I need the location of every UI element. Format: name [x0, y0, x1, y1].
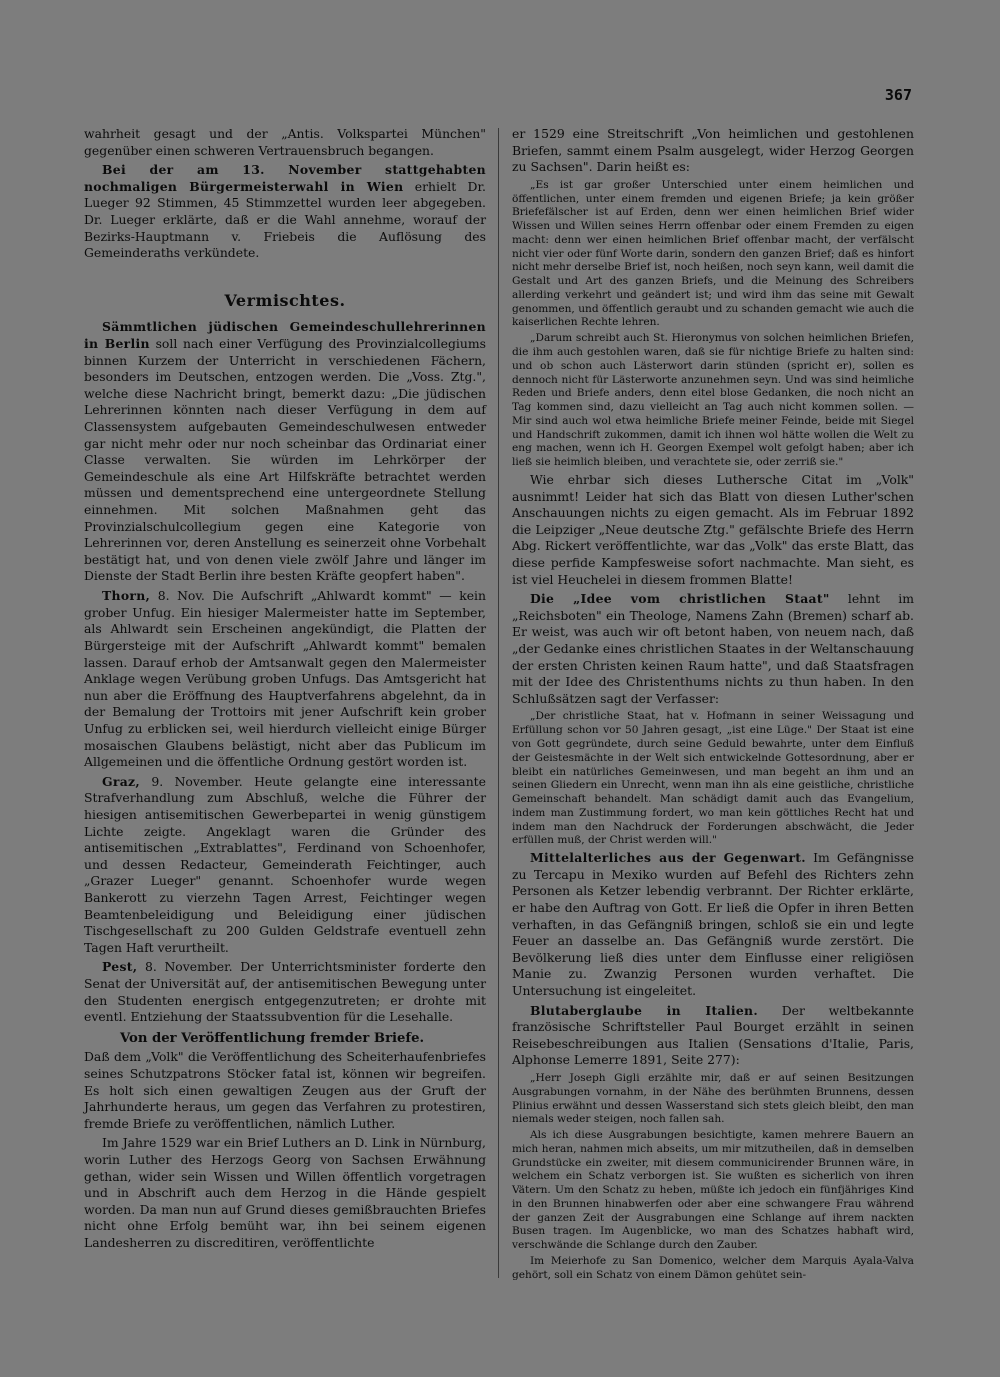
article-briefe-p2: Im Jahre 1529 war ein Brief Luthers an D. Link in Nürnburg, worin Luther des Herzogs Georg von Sachsen Erwähnung gethan, wider sein Wissen und Willen öffentlich vorgetragen und in Abschrift auch dem Herzog in die Hände gespielt worden. Da man nun auf Grund dieses gemißbrauchten Briefes nicht ohne Erfolg bemüht war, ihn bei seinem eigenen Landesherren zu discreditiren, veröffentlichte	[84, 1135, 486, 1251]
left-column	[84, 126, 486, 1255]
idee-quote	[512, 710, 914, 848]
article-berlin	[84, 319, 486, 585]
article-idee-text: lehnt im „Reichsboten" ein Theologe, Namens Zahn (Bremen) scharf ab. Er weist, was auch wir oft betont haben, von neuem nach, daß „der Gedanke eines christlichen Staates in der Weltanschauung der ersten Christen keinen Raum hatte", und daß Staatsfragen mit der Idee des Christenthums nichts zu thun haben. In den Schlußsätzen sagt der Verfasser:	[512, 591, 914, 706]
article-wien-lead: Bei der am 13. November stattgehabten nochmaligen Bürgermeisterwahl in Wien	[84, 162, 486, 194]
luther-quote-p2: „Darum schreibt auch St. Hieronymus von solchen heimlichen Briefen, die ihm auch gestohlen waren, daß sie für nichtige Briefe zu halten sind: und ob schon auch Lästerwort darin stünden (spricht er), sollen es dennoch nicht für Lästerworte anzunehmen seyn. Und was sind heimliche Reden und Briefe anders, denn eitel blose Gedanken, die noch nicht an Tag kommen sind, dazu vielleicht an Tag auch nicht kommen sollen. — Mir sind auch wol etwa heimliche Briefe meiner Feinde, beide mit Siegel und Handschrift zukommen, damit ich ihnen wol hätte wollen die Welt zu eng machen, wenn ich H. Georgen Exempel wolt gefolgt haben; aber ich ließ sie heimlich bleiben, und verachtete sie, oder zerriß sie."	[512, 332, 914, 469]
article-berlin-text: soll nach einer Verfügung des Provinzialcollegiums binnen Kurzem der Unterricht in verschiedenen Fächern, besonders im Deutschen, entzogen werden. Die „Voss. Ztg.", welche diese Nachricht bringt, bemerkt dazu: „Die jüdischen Lehrerinnen könnten nach dieser Verfügung in dem auf Classensystem aufgebauten Gemeindeschulwesen entweder gar nicht mehr oder nur noch scheinbar das Ordinariat einer Classe verwalten. Sie würden im Lehrkörper der Gemeindeschule als eine Art Hilfskräfte betrachtet werden müssen und dementsprechend eine untergeordnete Stellung einnehmen. Mit solchen Maßnahmen geht das Provinzialschulcollegium gegen eine Kategorie von Lehrerinnen vor, deren Anstellung es seinerzeit ohne Vorbehalt bestätigt hat, und von denen viele zwölf Jahre und länger im Dienste der Stadt Berlin ihre besten Kräfte geopfert haben".	[84, 335, 486, 584]
luther-quote-p1: „Es ist gar großer Unterschied unter einem heimlichen und öffentlichen, unter einem fremden und eigenen Briefe; ja kein größer Briefefälscher ist auf Erden, denn wer einen heimlichen Brief wider Wissen und Willen seines Herrn offenbar oder einem Fremden zu eigen macht: denn wer einen heimlichen Brief offenbar macht, der verfälscht nicht vier oder fünf Worte darin, sondern den ganzen Brief; daß es hinfort nicht mehr derselbe Brief ist, noch heißen, noch seyn kann, weil damit die Gestalt und Art des ganzen Briefs, und die Meinung des Schreibers allerding verkehrt und geändert ist; und wird ihm das seine mit Gewalt genommen, und öffentlich geraubt und zu schanden gemacht wie auch die kaiserlichen Rechte lehren.	[512, 178, 914, 329]
article-pest-lead: Pest,	[102, 959, 138, 975]
column-divider	[498, 128, 499, 1278]
article-mittel	[512, 850, 914, 999]
article-briefe-headline: Von der Veröffentlichung fremder Briefe.	[120, 1030, 425, 1046]
article-graz-text: 9. November. Heute gelangte eine interessante Strafverhandlung zum Abschluß, welche die Führer der hiesigen antisemitischen Gewerbepartei in wenig günstigem Lichte zeigte. Angeklagt waren die Gründer des antisemitischen „Extrablattes", Ferdinand von Schoenhofer, und dessen Redacteur, Gemeinderath Feichtinger, auch „Grazer Lueger" genannt. Schoenhofer wurde wegen Bankerott zu vierzehn Tagen Arrest, Feichtinger wegen Beamtenbeleidigung und Beleidigung einer jüdischen Tischgesellschaft zu 200 Gulden Geldstrafe eventuell zehn Tagen Haft verurtheilt.	[84, 773, 486, 955]
article-blut-text: Der weltbekannte französische Schriftsteller Paul Bourget erzählt in seinen Reisebeschreibungen aus Italien (Sensations d'Italie, Paris, Alphonse Lemerre 1891, Seite 277):	[512, 1002, 914, 1068]
article-wien	[84, 162, 486, 262]
section-title: Vermischtes.	[224, 290, 346, 310]
blut-quote-p1: „Herr Joseph Gigli erzählte mir, daß er auf seinen Besitzungen Ausgrabungen vornahm, in der Nähe des berühmten Brunnens, dessen Plinius erwähnt und dessen Wasserstand sich stets gleich bleibt, den man niemals weder steigen, noch fallen sah.	[512, 1072, 914, 1126]
idee-quote-p1: „Der christliche Staat, hat v. Hofmann in seiner Weissagung und Erfüllung schon vor 50 Jahren gesagt, „ist eine Lüge." Der Staat ist eine von Gott gegründete, durch seine Geduld bewahrte, unter dem Einfluß der Geistesmächte in der Welt sich entwickelnde Gottesordnung, aber er bleibt ein natürliches Gemeinwesen, und man begeht an ihm und an seinen Gliedern ein Unrecht, wenn man ihn als eine geistliche, christliche Gemeinschaft behandelt. Man schädigt damit auch das Evangelium, indem man Zustimmung fordert, wo man kein göttliches Recht hat und indem man den Nachdruck der Forderungen abschwächt, die Jeder erfüllen muß, der Christ werden will."	[512, 710, 914, 847]
article-thorn-lead: Thorn,	[102, 588, 151, 604]
article-blut-lead: Blutaberglaube in Italien.	[530, 1002, 758, 1018]
article-thorn-text: 8. Nov. Die Aufschrift „Ahlwardt kommt" — kein grober Unfug. Ein hiesiger Malermeister hatte im September, als Ahlwardt sein Erscheinen angekündigt, die Platten der Bürgersteige mit der Aufschrift „Ahlwardt kommt" bemalen lassen. Darauf erhob der Amtsanwalt gegen den Malermeister Anklage wegen Verübung groben Unfugs. Das Amtsgericht hat nun aber die Eröffnung des Hauptverfahrens abgelehnt, da in der Bemalung der Trottoirs mit jener Aufschrift kein grober Unfug zu erblicken sei, weil hierdurch vielleicht einige Bürger mosaischen Glaubens belästigt, nicht aber das Publicum im Allgemeinen und die öffentliche Ordnung gestört worden ist.	[84, 588, 486, 770]
blut-quote-p2: Als ich diese Ausgrabungen besichtigte, kamen mehrere Bauern an mich heran, nahmen mich abseits, um mir mitzutheilen, daß in demselben Grundstücke ein zweiter, mit diesem communicirender Brunnen wäre, in welchem ein Schatz verborgen ist. Sie wußten es sicherlich von ihren Vätern. Um den Schatz zu heben, müßte ich jedoch ein fünfjähriges Kind in den Brunnen hinabwerfen oder aber eine schwangere Frau während der ganzen Zeit der Ausgrabungen eine Schlange auf ihrem nackten Busen tragen. Im Augenblicke, wo man des Schatzes habhaft wird, verschwände die Schlange durch den Zauber.	[512, 1129, 914, 1252]
paragraph-continuation: wahrheit gesagt und der „Antis. Volkspartei München" gegenüber einen schweren Vertrauensbruch begangen.	[84, 126, 486, 158]
blut-quote-p3: Im Meierhofe zu San Domenico, welcher dem Marquis Ayala-Valva gehört, soll ein Schatz von einem Dämon gehütet sein-	[512, 1254, 914, 1281]
paragraph-continuation-right: er 1529 eine Streitschrift „Von heimlichen und gestohlenen Briefen, sammt einem Psalm ausgelegt, wider Herzog Georgen zu Sachsen". Darin heißt es:	[512, 126, 914, 175]
article-mittel-lead: Mittelalterliches aus der Gegenwart.	[530, 850, 806, 866]
luther-quote	[512, 179, 914, 470]
blut-quote	[512, 1072, 914, 1282]
article-mittel-text: Im Gefängnisse zu Tercapu in Mexiko wurden auf Befehl des Richters zehn Personen als Ketzer lebendig verbrannt. Der Richter erklärte, er habe den Auftrag von Gott. Er ließ die Opfer in ihren Betten verhaften, in das Gefängniß bringen, schloß sie ein und legte Feuer an dasselbe an. Das Gefängniß wurde zerstört. Die Bevölkerung ließ dies unter dem Einflusse einer religiösen Manie zu. Zwanzig Personen wurden verhaftet. Die Untersuchung ist eingeleitet.	[512, 850, 914, 998]
article-blut	[512, 1003, 914, 1069]
article-graz-lead: Graz,	[102, 773, 140, 789]
luther-commentary: Wie ehrbar sich dieses Luthersche Citat im „Volk" ausnimmt! Leider hat sich das Blatt von diesen Luther'schen Anschauungen nichts zu eigen gemacht. Als im Februar 1892 die Leipziger „Neue deutsche Ztg." gefälschte Briefe des Herrn Abg. Rickert veröffentlichte, war das „Volk" das erste Blatt, das diese perfide Kampfesweise sofort nachmachte. Man sieht, es ist viel Heuchelei in diesem frommen Blatte!	[512, 471, 914, 587]
article-graz	[84, 774, 486, 957]
article-berlin-headline: Sämmtlichen jüdischen Gemeindeschullehrerinnen in Berlin	[84, 319, 486, 351]
article-thorn	[84, 588, 486, 771]
article-wien-text: erhielt Dr. Lueger 92 Stimmen, 45 Stimmzettel wurden leer abgegeben. Dr. Lueger erklärte, daß er die Wahl annehme, worauf der Bezirks-Hauptmann v. Friebeis die Auflösung des Gemeinderaths verkündete.	[84, 178, 486, 261]
page-number: 367	[884, 86, 912, 104]
article-pest-text: 8. November. Der Unterrichtsminister forderte den Senat der Universität auf, der antisemitischen Bewegung unter den Studenten energisch entgegenzutreten; er drohte mit eventl. Entziehung der Staatssubvention für die Lesehalle.	[84, 959, 486, 1025]
article-briefe-p1: Daß dem „Volk" die Veröffentlichung des Scheiterhaufenbriefes seines Schutzpatrons Stöcker fatal ist, können wir begreifen. Es holt sich einen gewaltigen Zeugen aus der Gruft der Jahrhunderte heraus, um gegen das Verfahren zu protestiren, fremde Briefe zu veröffentlichen, nämlich Luther.	[84, 1049, 486, 1131]
article-idee-lead: Die „Idee vom christlichen Staat"	[530, 591, 830, 607]
article-pest	[84, 959, 486, 1025]
right-column	[512, 126, 914, 1285]
article-idee	[512, 591, 914, 707]
